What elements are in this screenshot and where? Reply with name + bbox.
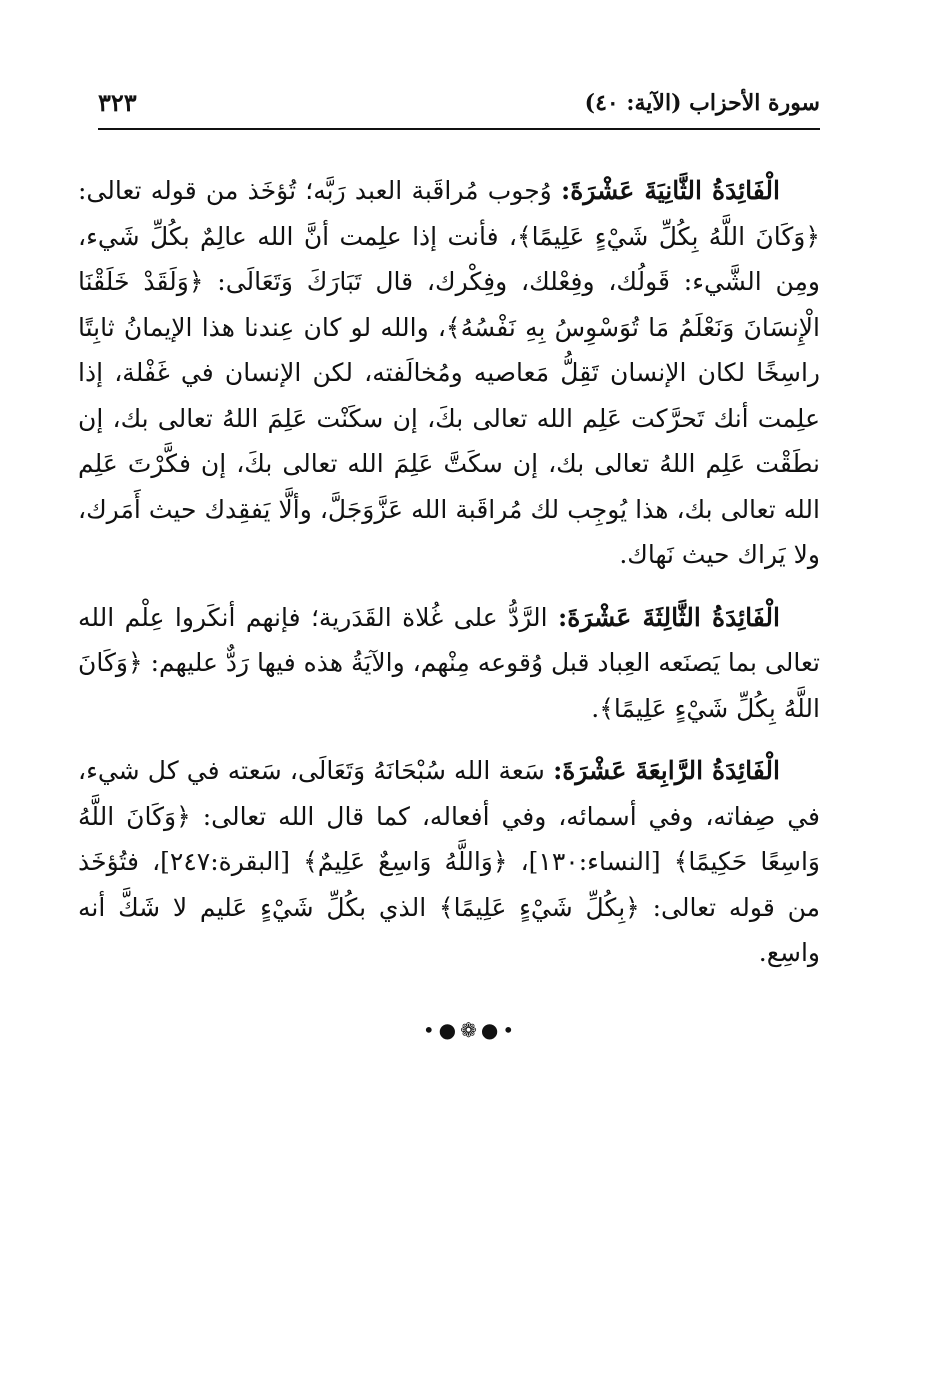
paragraph-body: وُجوب مُراقَبة العبد رَبَّه؛ تُؤخَذ من قوله تعالى: ﴿وَكَانَ اللَّهُ بِكُلِّ شَيْءٍ عَلِيمًا﴾، فأنت إذا علِمت أنَّ الله عالِمٌ بكُلِّ شَيء، ومِن الشَّيء: قَولُك، وفِعْلك، وفِكْرك، قال تَبَارَكَ وَتَعَالَى: ﴿وَلَقَدْ خَلَقْنَا الْإِنسَانَ وَنَعْلَمُ مَا تُوَسْوِسُ بِهِ نَفْسُهُ﴾، والله لو كان عِندنا هذا الإيمانُ ثابِتًا راسِخًا لكان الإنسان تَقِلُّ مَعاصيه ومُخالَفته، لكن الإنسان في غَفْلة، إذا علِمت أنك تَحرَّكت عَلِم الله تعالى بكَ، إن سكَنْت عَلِمَ اللهُ تعالى بك، إن نطَقْت عَلِم اللهُ تعالى بك، إن سكَتَّ عَلِمَ الله تعالى بكَ، إن فكَّرْتَ عَلِم الله تعالى بك، هذا يُوجِب لك مُراقَبة الله عَزَّوَجَلَّ، وألَّا يَفقِدك حيث أَمَرك، ولا يَراك حيث نَهاك. [78,176,820,569]
paragraph-fourteenth-benefit [78,748,820,976]
paragraph-heading: الْفَائِدَةُ الرَّابِعَةَ عَشْرَةَ: [553,756,780,785]
paragraph-body: سَعة الله سُبْحَانَهُ وَتَعَالَى، سَعته في كل شيء، في صِفاته، وفي أسمائه، وفي أفعاله، كما قال الله تعالى: ﴿وَكَانَ اللَّهُ وَاسِعًا حَكِيمًا﴾ [النساء:١٣٠]، ﴿وَاللَّهُ وَاسِعٌ عَلِيمٌ﴾ [البقرة:٢٤٧]، فتُؤخَذ من قوله تعالى: ﴿بِكُلِّ شَيْءٍ عَلِيمًا﴾ الذي بكُلِّ شَيْءٍ عَليم لا شَكَّ أنه واسِع. [78,756,820,967]
paragraph-heading: الْفَائِدَةُ الثَّانِيَةَ عَشْرَةَ: [561,176,780,205]
paragraph-thirteenth-benefit [78,595,820,732]
page-number: ٣٢٣ [98,88,137,117]
paragraph-heading: الْفَائِدَةُ الثَّالِثَةَ عَشْرَةَ: [558,602,780,632]
paragraph-twelfth-benefit [78,168,820,578]
running-header-title: سورة الأحزاب (الآية: ٤٠) [584,90,820,116]
section-end-ornament: •●❁●• [422,1018,519,1042]
paragraph-body: الرَّدُّ على غُلاة القَدَرية؛ فإنهم أنكَروا عِلْم الله تعالى بما يَصنَعه العِباد قبل وُقوعه مِنْهم، والآيَةُ هذه فيها رَدٌّ عليهم: ﴿وَكَانَ اللَّهُ بِكُلِّ شَيْءٍ عَلِيمًا﴾. [78,602,820,723]
page-header [98,86,820,126]
header-divider [98,128,820,130]
body-text [78,168,820,993]
